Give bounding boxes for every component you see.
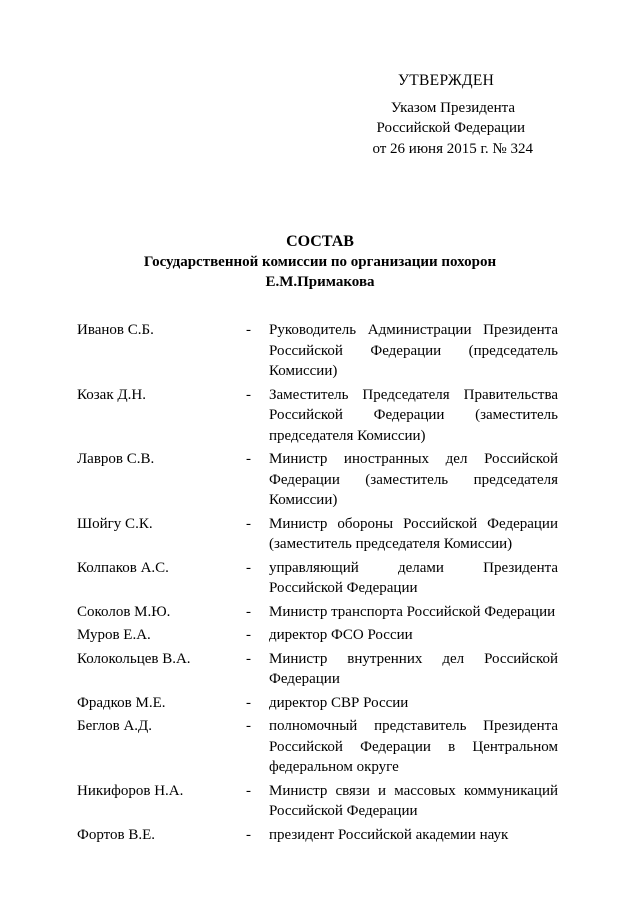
member-row xyxy=(0,625,640,646)
member-name: Фрадков М.Е. xyxy=(77,694,166,711)
member-dash: - xyxy=(246,650,251,667)
title-line-2: Государственной комиссии по организации похорон xyxy=(143,254,497,270)
member-row xyxy=(0,514,640,555)
member-role: президент Российской академии наук xyxy=(269,826,509,843)
member-name: Беглов А.Д. xyxy=(77,718,153,734)
member-dash: - xyxy=(246,718,251,734)
members-list xyxy=(0,320,640,848)
member-role: Министр иностранных дел Российской Федерации (заместитель председателя Комиссии) xyxy=(269,451,558,508)
member-name: Фортов В.Е. xyxy=(77,826,156,843)
member-dash: - xyxy=(246,322,251,338)
member-dash: - xyxy=(246,559,251,576)
member-role: Министр транспорта Российской Федерации xyxy=(269,603,556,620)
member-dash: - xyxy=(246,451,251,467)
member-name: Шойгу С.К. xyxy=(77,515,153,532)
member-role: Министр обороны Российской Федерации (заместитель председателя Комиссии) xyxy=(269,515,558,552)
member-name: Муров Е.А. xyxy=(77,627,151,643)
member-dash: - xyxy=(246,627,251,643)
member-dash: - xyxy=(246,826,251,843)
member-role: полномочный представитель Президента Российской Федерации в Центральном федеральном округе xyxy=(269,718,558,775)
member-role: Министр внутренних дел Российской Федерации xyxy=(269,650,558,687)
member-name: Колокольцев В.А. xyxy=(77,650,191,667)
approval-line-3: от 26 июня 2015 г. № 324 xyxy=(372,141,533,157)
member-dash: - xyxy=(246,694,251,711)
member-role: Заместитель Председателя Правительства Российской Федерации (заместитель председателя Комиссии) xyxy=(269,386,558,444)
member-dash: - xyxy=(246,515,251,532)
member-row xyxy=(0,320,640,382)
document-title xyxy=(0,232,640,292)
title-line-1: СОСТАВ xyxy=(286,233,354,250)
member-role: директор СВР России xyxy=(269,694,409,711)
member-row xyxy=(0,449,640,511)
member-name: Лавров С.В. xyxy=(77,451,155,467)
member-row xyxy=(0,558,640,599)
member-name: Иванов С.Б. xyxy=(77,322,154,338)
member-name: Никифоров Н.А. xyxy=(77,782,184,799)
member-role: директор ФСО России xyxy=(269,627,413,643)
member-row xyxy=(0,649,640,690)
member-dash: - xyxy=(246,782,251,799)
title-line-3: Е.М.Примакова xyxy=(265,274,375,290)
member-name: Соколов М.Ю. xyxy=(77,603,171,620)
member-row xyxy=(0,693,640,714)
member-name: Козак Д.Н. xyxy=(77,386,146,403)
member-dash: - xyxy=(246,386,251,403)
member-row xyxy=(0,602,640,623)
member-row xyxy=(0,825,640,846)
member-role: управляющий делами Президента Российской Федерации xyxy=(269,559,558,596)
member-name: Колпаков А.С. xyxy=(77,559,169,576)
approval-line-1: Указом Президента xyxy=(390,100,515,116)
member-role: Руководитель Администрации Президента Российской Федерации (председатель Комиссии) xyxy=(269,322,558,379)
member-row xyxy=(0,781,640,822)
member-dash: - xyxy=(246,603,251,620)
member-role: Министр связи и массовых коммуникаций Российской Федерации xyxy=(269,782,558,819)
approval-block xyxy=(0,0,640,160)
approval-line-2: Российской Федерации xyxy=(376,120,525,136)
member-row xyxy=(0,385,640,447)
member-row xyxy=(0,716,640,778)
approval-heading: УТВЕРЖДЕН xyxy=(398,72,495,89)
